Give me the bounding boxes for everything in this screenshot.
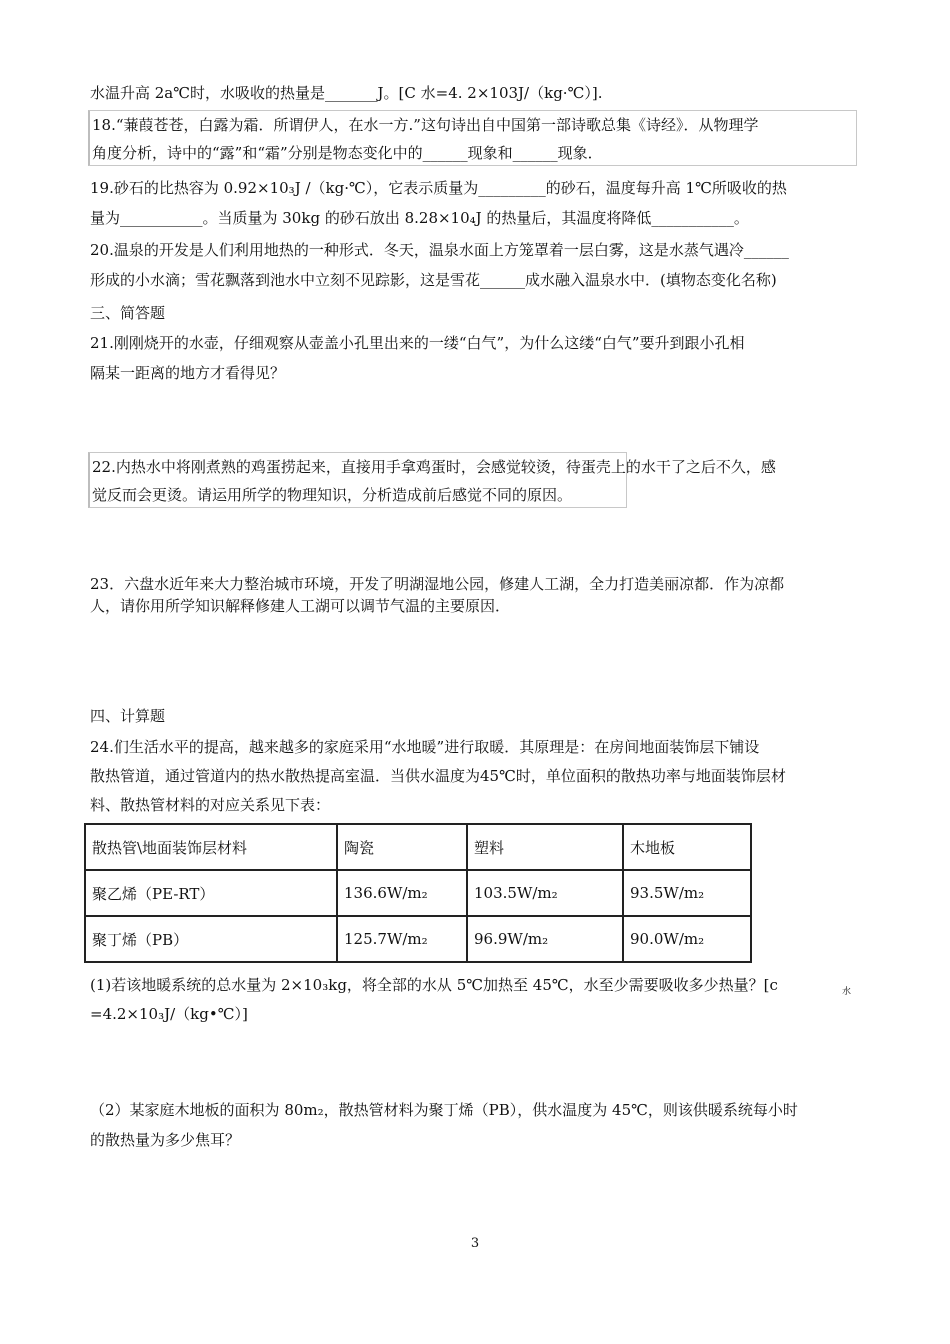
table-cell: 136.6W/m₂ [337, 870, 467, 916]
q18-line-1: 18.“蒹葭苍苍，白露为霜．所谓伊人，在水一方.”这句诗出自中国第一部诗歌总集《诗经》．从物理学 [92, 116, 759, 134]
table-cell: 125.7W/m₂ [337, 916, 467, 962]
q21-line-2: 隔某一距离的地方才看得见？ [90, 364, 286, 382]
q18-box [88, 110, 857, 166]
table-cell: 塑料 [467, 824, 623, 870]
q24-part1-subscript: 水 [842, 987, 852, 997]
q24-part1-line-1: (1)若该地暖系统的总水量为 2×10₃kg，将全部的水从 5℃加热至 45℃，水至少需要吸收多少热量？[c [90, 976, 778, 994]
q18-line-2: 角度分析，诗中的“露”和“霜”分别是物态变化中的______现象和______现象． [92, 144, 603, 162]
q24-part1-line-2: =4.2×10₃J/（kg•℃）] [90, 1005, 248, 1023]
q24-part2-line-2: 的散热量为多少焦耳？ [90, 1131, 241, 1149]
q17-tail-line: 水温升高 2a℃时，水吸收的热量是_______J。[C 水=4. 2×103J/（kg·℃）]. [90, 84, 603, 102]
q24-part2-line-1: （2）某家庭木地板的面积为 80m₂，散热管材料为聚丁烯（PB），供水温度为 45℃，则该供暖系统每小时 [90, 1101, 798, 1119]
q22-line-1: 22.内热水中将刚煮熟的鸡蛋捞起来，直接用手拿鸡蛋时，会感觉较烫，待蛋壳上的水干了之后不久，感 [92, 458, 776, 476]
q24-line-1: 24.们生活水平的提高，越来越多的家庭采用“水地暖”进行取暖．其原理是：在房间地面装饰层下铺设 [90, 738, 760, 756]
table-row [85, 870, 751, 916]
q19-line-1: 19.砂石的比热容为 0.92×10₃J /（kg·℃），它表示质量为_________的砂石，温度每升高 1℃所吸收的热 [90, 179, 787, 197]
table-row [85, 916, 751, 962]
q22-box [88, 452, 776, 508]
table-header-row [85, 824, 751, 870]
table-cell: 93.5W/m₂ [623, 870, 751, 916]
table-cell: 聚丁烯（PB） [85, 916, 337, 962]
table-cell: 聚乙烯（PE-RT） [85, 870, 337, 916]
q20-line-1: 20.温泉的开发是人们利用地热的一种形式．冬天，温泉水面上方笼罩着一层白雾，这是水蒸气遇冷______ [90, 241, 789, 259]
table-cell: 陶瓷 [337, 824, 467, 870]
q24-line-2: 散热管道，通过管道内的热水散热提高室温．当供水温度为45℃时，单位面积的散热功率与地面装饰层材 [90, 767, 786, 785]
table-cell: 90.0W/m₂ [623, 916, 751, 962]
section-3-heading: 三、简答题 [90, 304, 166, 322]
heat-dissipation-table [84, 823, 752, 963]
q20-line-2: 形成的小水滴；雪花飘落到池水中立刻不见踪影，这是雪花______成水融入温泉水中．(填物态变化名称) [90, 271, 777, 289]
q23-line-2: 人，请你用所学知识解释修建人工湖可以调节气温的主要原因． [90, 597, 511, 615]
q22-line-2: 觉反而会更烫。请运用所学的物理知识，分析造成前后感觉不同的原因。 [92, 486, 573, 504]
q21-line-1: 21.刚刚烧开的水壶，仔细观察从壶盖小孔里出来的一缕“白气”，为什么这缕“白气”要升到跟小孔相 [90, 334, 745, 352]
table-cell: 散热管\地面装饰层材料 [85, 824, 337, 870]
page-number: 3 [470, 1236, 480, 1251]
table-cell: 103.5W/m₂ [467, 870, 623, 916]
table-cell: 96.9W/m₂ [467, 916, 623, 962]
q23-line-1: 23．六盘水近年来大力整治城市环境，开发了明湖湿地公园，修建人工湖，全力打造美丽凉都．作为凉都 [90, 575, 785, 593]
table-cell: 木地板 [623, 824, 751, 870]
q24-line-3: 料、散热管材料的对应关系见下表： [90, 796, 331, 814]
q19-line-2: 量为___________。当质量为 30kg 的砂石放出 8.28×10₄J 的热量后，其温度将降低___________。 [90, 209, 749, 227]
section-4-heading: 四、计算题 [90, 707, 166, 725]
